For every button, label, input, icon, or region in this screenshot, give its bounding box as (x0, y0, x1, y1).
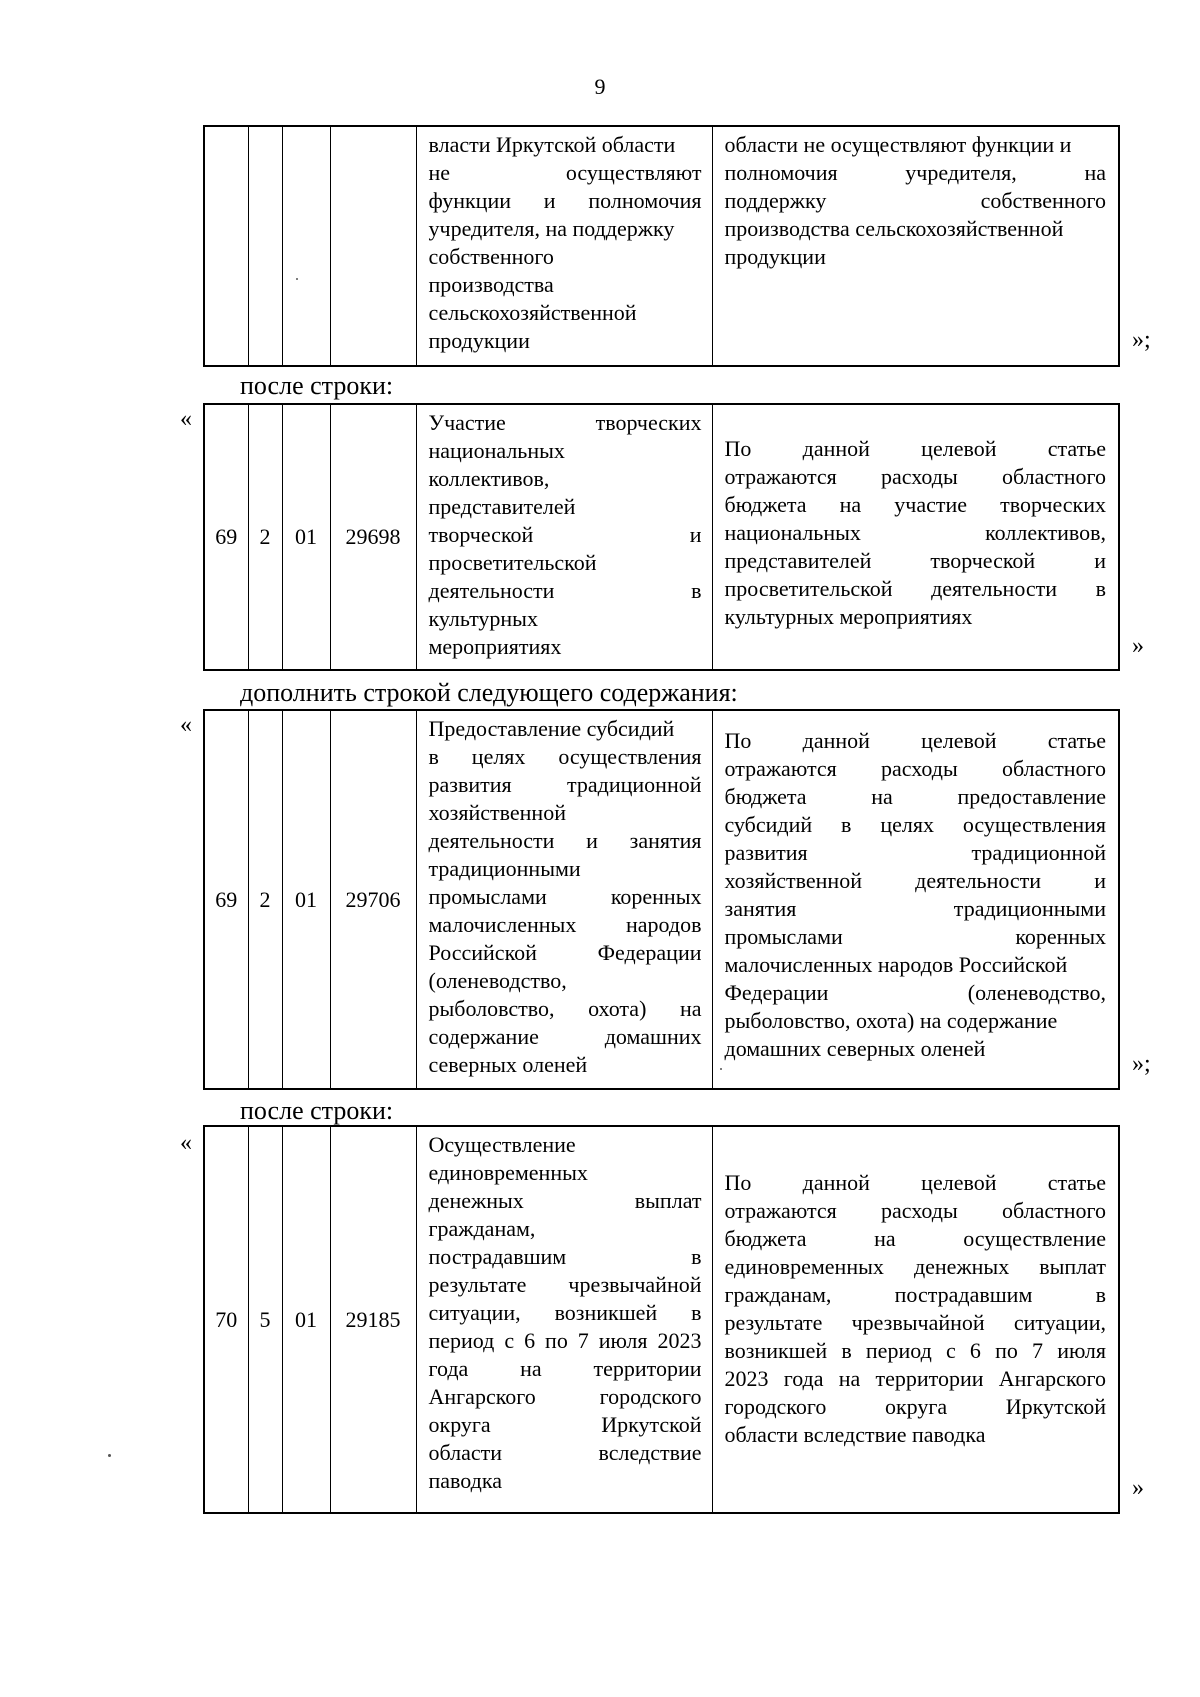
code-cell: 69 (204, 404, 248, 670)
text-line: представителей творческой и (724, 548, 1106, 573)
description-cell (712, 1126, 1119, 1513)
item-name-cell (416, 1126, 712, 1513)
text-line: сельскохозяйственной (428, 300, 637, 325)
page-number: 9 (594, 74, 606, 99)
opening-quote: « (180, 1130, 192, 1156)
item-name-cell (416, 126, 712, 366)
text-line: области вследствие (428, 1440, 702, 1465)
scan-speck (720, 1068, 722, 1070)
code-cell (330, 126, 416, 366)
instruction-after-row: после строки: (240, 1096, 394, 1125)
text-line: гражданам, (428, 1216, 536, 1241)
text-line: поддержку собственного (724, 188, 1106, 213)
text-line: деятельности в (428, 578, 702, 603)
text-line: По данной целевой статье (724, 436, 1106, 461)
text-line: коллективов, (428, 466, 550, 491)
amendment-table-1 (203, 125, 1120, 367)
closing-quote: »; (1132, 327, 1151, 353)
text-line: единовременных (428, 1160, 588, 1185)
text-line: Ангарского городского (428, 1384, 702, 1409)
text-line: Российской Федерации (428, 940, 702, 965)
item-name-cell (416, 710, 712, 1089)
code-cell: 29706 (330, 710, 416, 1089)
text-line: гражданам, пострадавшим в (724, 1282, 1106, 1307)
text-line: производства сельскохозяйственной (724, 216, 1064, 241)
text-line: развития традиционной (428, 772, 702, 797)
text-line: субсидий в целях осуществления (724, 812, 1106, 837)
code-cell: 2 (248, 710, 282, 1089)
text-line: собственного (428, 244, 554, 269)
text-line: творческой и (428, 522, 702, 547)
description-cell (712, 404, 1119, 670)
instruction-add-row: дополнить строкой следующего содержания: (240, 678, 738, 707)
amendment-table-2 (203, 403, 1120, 671)
text-line: содержание домашних (428, 1024, 702, 1049)
table-row (204, 710, 1119, 1089)
amendment-table-3 (203, 709, 1120, 1090)
text-line: продукции (724, 244, 826, 269)
text-line: период с 6 по 7 июля 2023 (428, 1328, 702, 1353)
text-line: не осуществляют (428, 160, 702, 185)
code-cell: 5 (248, 1126, 282, 1513)
text-line: ситуации, возникшей в (428, 1300, 702, 1325)
text-line: (оленеводство, (428, 968, 567, 993)
scan-speck (108, 1454, 111, 1457)
text-line: полномочия учредителя, на (724, 160, 1106, 185)
code-cell (282, 126, 330, 366)
code-cell: 29698 (330, 404, 416, 670)
text-line: года на территории (428, 1356, 702, 1381)
table-row (204, 1126, 1119, 1513)
text-line: функции и полномочия (428, 188, 702, 213)
description-cell (712, 710, 1119, 1089)
text-line: 2023 года на территории Ангарского (724, 1366, 1106, 1391)
closing-quote: » (1132, 1475, 1144, 1501)
text-line: городского округа Иркутской (724, 1394, 1106, 1419)
text-line: рыболовство, охота) на содержание (724, 1008, 1058, 1033)
instruction-after-row: после строки: (240, 371, 394, 400)
text-line: просветительской (428, 550, 597, 575)
closing-quote: »; (1132, 1051, 1151, 1077)
text-line: отражаются расходы областного (724, 1198, 1106, 1223)
text-line: Участие творческих (428, 410, 702, 435)
text-line: По данной целевой статье (724, 728, 1106, 753)
text-line: домашних северных оленей (724, 1036, 986, 1061)
text-line: учредителя, на поддержку (428, 216, 675, 241)
text-line: результате чрезвычайной (428, 1272, 702, 1297)
table-row (204, 404, 1119, 670)
text-line: мероприятиях (428, 634, 562, 659)
text-line: северных оленей (428, 1052, 588, 1077)
opening-quote: « (180, 712, 192, 738)
text-line: малочисленных народов (428, 912, 702, 937)
text-line: области не осуществляют функции и (724, 132, 1072, 157)
text-line: бюджета на предоставление (724, 784, 1106, 809)
amendment-table-4 (203, 1125, 1120, 1514)
text-line: хозяйственной (428, 800, 566, 825)
text-line: паводка (428, 1468, 502, 1493)
text-line: национальных (428, 438, 565, 463)
text-line: рыболовство, охота) на (428, 996, 702, 1021)
code-cell: 2 (248, 404, 282, 670)
text-line: культурных (428, 606, 538, 631)
opening-quote: « (180, 406, 192, 432)
closing-quote: » (1132, 633, 1144, 659)
text-line: промыслами коренных (428, 884, 702, 909)
text-line: отражаются расходы областного (724, 756, 1106, 781)
item-name-cell (416, 404, 712, 670)
code-cell: 01 (282, 710, 330, 1089)
text-line: занятия традиционными (724, 896, 1106, 921)
code-cell: 01 (282, 404, 330, 670)
text-line: денежных выплат (428, 1188, 702, 1213)
text-line: результате чрезвычайной ситуации, (724, 1310, 1106, 1335)
description-cell (712, 126, 1119, 366)
text-line: в целях осуществления (428, 744, 702, 769)
text-line: хозяйственной деятельности и (724, 868, 1106, 893)
text-line: Федерации (оленеводство, (724, 980, 1106, 1005)
text-line: Осуществление (428, 1132, 576, 1157)
code-cell (248, 126, 282, 366)
text-line: продукции (428, 328, 530, 353)
text-line: По данной целевой статье (724, 1170, 1106, 1195)
text-line: традиционными (428, 856, 581, 881)
text-line: бюджета на участие творческих (724, 492, 1106, 517)
text-line: малочисленных народов Российской (724, 952, 1068, 977)
text-line: культурных мероприятиях (724, 604, 973, 629)
text-line: возникшей в период с 6 по 7 июля (724, 1338, 1106, 1363)
code-cell: 29185 (330, 1126, 416, 1513)
text-line: пострадавшим в (428, 1244, 702, 1269)
text-line: представителей (428, 494, 576, 519)
text-line: промыслами коренных (724, 924, 1106, 949)
code-cell: 70 (204, 1126, 248, 1513)
text-line: округа Иркутской (428, 1412, 702, 1437)
text-line: просветительской деятельности в (724, 576, 1106, 601)
text-line: Предоставление субсидий (428, 716, 675, 741)
text-line: власти Иркутской области (428, 132, 676, 157)
text-line: отражаются расходы областного (724, 464, 1106, 489)
scan-speck (296, 278, 298, 280)
text-line: национальных коллективов, (724, 520, 1106, 545)
text-line: развития традиционной (724, 840, 1106, 865)
text-line: бюджета на осуществление (724, 1226, 1106, 1251)
text-line: области вследствие паводка (724, 1422, 986, 1447)
table-row (204, 126, 1119, 366)
text-line: производства (428, 272, 554, 297)
text-line: единовременных денежных выплат (724, 1254, 1106, 1279)
text-line: деятельности и занятия (428, 828, 702, 853)
code-cell: 69 (204, 710, 248, 1089)
code-cell (204, 126, 248, 366)
code-cell: 01 (282, 1126, 330, 1513)
